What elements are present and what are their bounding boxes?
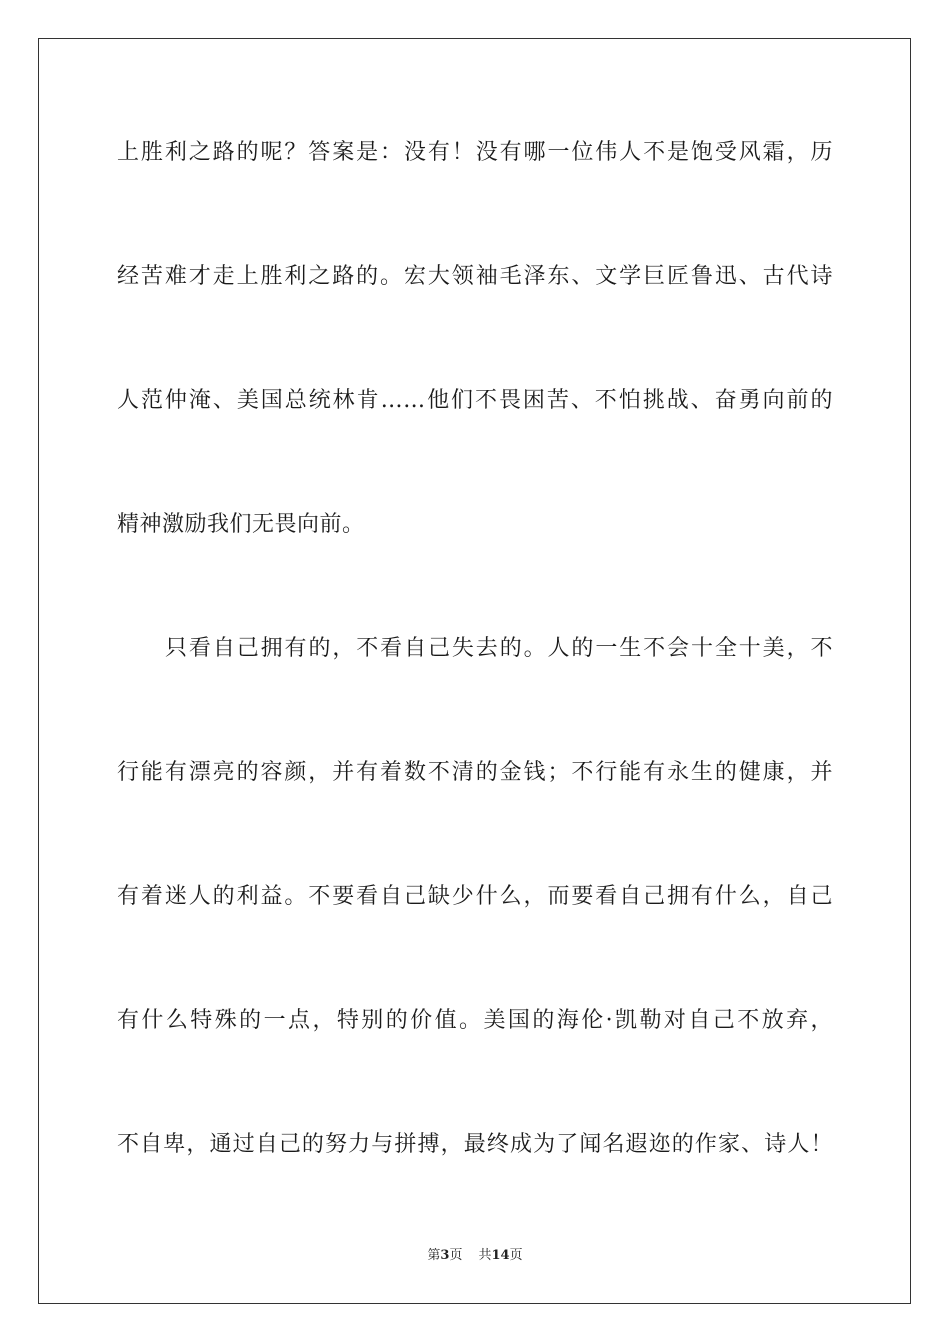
text-line: 有什么特殊的一点，特别的价值。美国的海伦·凯勒对自己不放弃， (117, 1008, 833, 1033)
page-number: 3 (440, 1248, 450, 1263)
text-line: 经苦难才走上胜利之路的。宏大领袖毛泽东、文学巨匠鲁迅、古代诗 (117, 264, 833, 289)
total-prefix: 共 (478, 1248, 492, 1263)
text-line: 上胜利之路的呢？答案是：没有！没有哪一位伟人不是饱受风霜，历 (117, 140, 833, 165)
text-line: 精神激励我们无畏向前。 (117, 512, 365, 537)
text-line: 不自卑，通过自己的努力与拼搏，最终成为了闻名遐迩的作家、诗人！ (117, 1132, 833, 1157)
page-footer (0, 1247, 950, 1265)
text-line: 人范仲淹、美国总统林肯……他们不畏困苦、不怕挑战、奋勇向前的 (117, 388, 833, 413)
page-suffix: 页 (449, 1248, 463, 1263)
total-pages: 14 (491, 1248, 510, 1263)
text-line: 有着迷人的利益。不要看自己缺少什么，而要看自己拥有什么，自己 (117, 884, 833, 909)
total-suffix: 页 (509, 1248, 523, 1263)
page-border (38, 38, 911, 1304)
paragraph-first-line: 只看自己拥有的，不看自己失去的。人的一生不会十全十美，不 (165, 636, 833, 661)
page-prefix: 第 (427, 1248, 441, 1263)
text-line: 行能有漂亮的容颜，并有着数不清的金钱；不行能有永生的健康，并 (117, 760, 833, 785)
